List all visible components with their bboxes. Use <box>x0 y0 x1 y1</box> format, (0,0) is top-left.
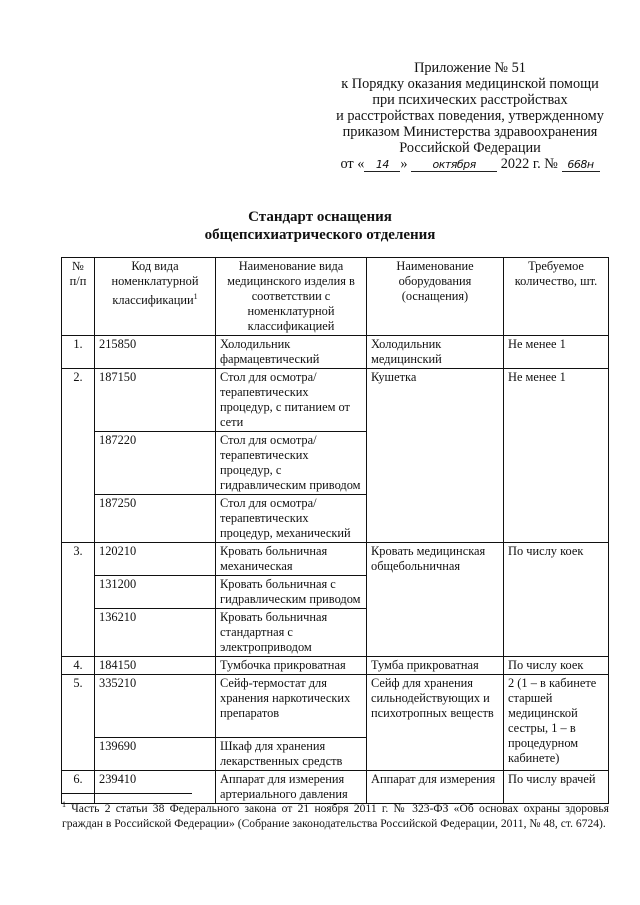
row-equipment: Кушетка <box>367 369 504 543</box>
row-equipment: Аппарат для измерения <box>367 771 504 804</box>
row-num: 3. <box>62 543 95 657</box>
header-num: № п/п <box>62 258 95 336</box>
row-code: 131200 <box>95 576 216 609</box>
row-device: Кровать больничная механическая <box>216 543 367 576</box>
row-qty: Не менее 1 <box>504 336 609 369</box>
row-code: 187150 <box>95 369 216 432</box>
row-qty: По числу коек <box>504 657 609 675</box>
row-num: 1. <box>62 336 95 369</box>
date-day: 14 <box>364 158 400 172</box>
table-row <box>62 369 609 432</box>
row-device: Холодильник фармацевтический <box>216 336 367 369</box>
row-code: 184150 <box>95 657 216 675</box>
row-code: 187250 <box>95 495 216 543</box>
row-device: Стол для осмотра/терапевтических процедур, с питанием от сети <box>216 369 367 432</box>
row-device: Кровать больничная с гидравлическим приводом <box>216 576 367 609</box>
table-row <box>62 657 609 675</box>
row-device: Стол для осмотра/терапевтических процедур, механический <box>216 495 367 543</box>
row-num: 6. <box>62 771 95 804</box>
row-code: 187220 <box>95 432 216 495</box>
row-qty: По числу коек <box>504 543 609 657</box>
order-number: 668н <box>562 158 600 172</box>
footnote-mark: 1 <box>62 800 66 809</box>
footnote-text: Часть 2 статьи 38 Федерального закона от 21 ноября 2011 г. № 323-ФЗ «Об основах охраны здоровья граждан в Российской Федерации» (Собрание законодательства Российской Федерации, 2011, № 48, ст. 6724). <box>62 801 609 830</box>
equipment-standard-table <box>61 257 609 804</box>
header-qty: Требуемое количество, шт. <box>504 258 609 336</box>
row-qty: По числу врачей <box>504 771 609 804</box>
table-row <box>62 543 609 576</box>
table-row <box>62 336 609 369</box>
row-code: 335210 <box>95 675 216 738</box>
row-equipment: Холодильник медицинский <box>367 336 504 369</box>
row-code: 215850 <box>95 336 216 369</box>
row-device: Сейф-термостат для хранения наркотических препаратов <box>216 675 367 738</box>
row-code: 139690 <box>95 738 216 771</box>
header-code-label: Код вида номенклатурной классификации <box>111 259 199 308</box>
date-mid: » <box>400 156 408 172</box>
row-code: 120210 <box>95 543 216 576</box>
row-qty: Не менее 1 <box>504 369 609 543</box>
table-header-row <box>62 258 609 336</box>
footnote-divider <box>62 793 192 794</box>
row-device: Стол для осмотра/терапевтических процедур, с гидравлическим приводом <box>216 432 367 495</box>
row-num: 5. <box>62 675 95 771</box>
header-device: Наименование вида медицинского изделия в соответствии с номенклатурной классификацией <box>216 258 367 336</box>
date-year: 2022 г. № <box>500 156 558 172</box>
appendix-number: Приложение № 51 <box>414 60 526 76</box>
standard-title: Стандарт оснащения <box>248 209 392 225</box>
table-row <box>62 675 609 738</box>
footnote-ref: 1 <box>193 292 198 301</box>
header-line: приказом Министерства здравоохранения <box>342 124 598 140</box>
row-equipment: Кровать медицинская общебольничная <box>367 543 504 657</box>
date-month: октября <box>411 158 497 172</box>
row-qty: 2 (1 – в кабинете старшей медицинской сестры, 1 – в процедурном кабинете) <box>504 675 609 771</box>
row-num: 4. <box>62 657 95 675</box>
order-date-line <box>300 156 640 172</box>
row-device: Тумбочка прикроватная <box>216 657 367 675</box>
row-device: Шкаф для хранения лекарственных средств <box>216 738 367 771</box>
row-equipment: Тумба прикроватная <box>367 657 504 675</box>
row-code: 239410 <box>95 771 216 804</box>
appendix-header <box>300 60 640 172</box>
footnote <box>62 797 609 831</box>
standard-subtitle: общепсихиатрического отделения <box>204 227 436 243</box>
header-line: и расстройствах поведения, утвержденному <box>336 108 604 124</box>
row-code: 136210 <box>95 609 216 657</box>
row-equipment: Сейф для хранения сильнодействующих и психотропных веществ <box>367 675 504 771</box>
header-equipment: Наименование оборудования (оснащения) <box>367 258 504 336</box>
header-line: при психических расстройствах <box>372 92 568 108</box>
row-num: 2. <box>62 369 95 543</box>
row-device: Кровать больничная стандартная с электроприводом <box>216 609 367 657</box>
date-prefix: от « <box>340 156 365 172</box>
row-device: Аппарат для измерения артериального давления <box>216 771 367 804</box>
header-line: к Порядку оказания медицинской помощи <box>341 76 599 92</box>
header-code <box>95 258 216 336</box>
header-line: Российской Федерации <box>399 140 541 156</box>
